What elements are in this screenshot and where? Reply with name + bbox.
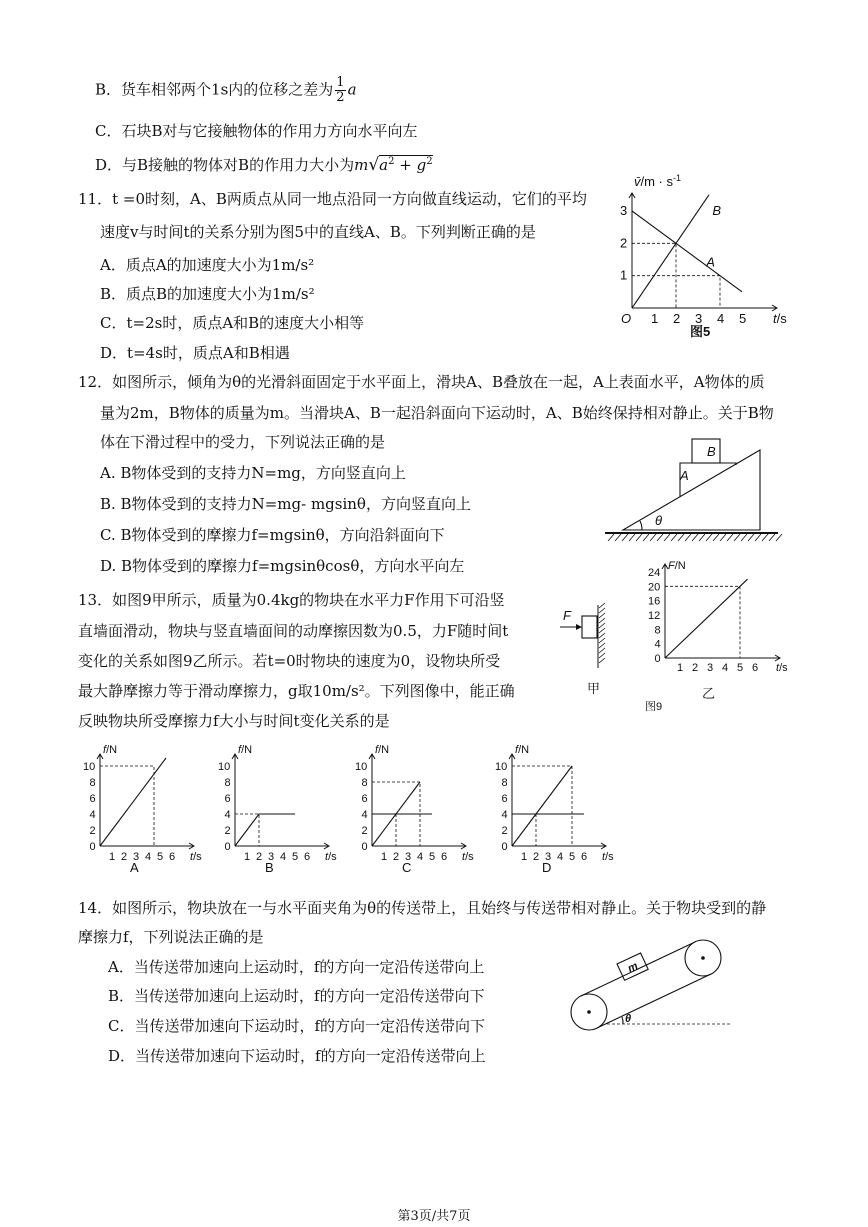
q10-option-d: D．与B接触的物体对B的作用力大小为$m√a^2 + g^2$ (95, 155, 433, 175)
x-tick-label: 2 (673, 311, 681, 326)
figure-9-yi-chart (640, 558, 790, 718)
series-line (235, 814, 295, 846)
q12-stem-line3: 体在下滑过程中的受力，下列说法正确的是 (100, 433, 386, 451)
y-tick-label: 0 (224, 841, 231, 853)
figure-9-jia (555, 600, 615, 700)
x-tick-label: 1 (651, 311, 659, 326)
y-tick-label: 10 (83, 761, 96, 773)
y-axis-label: f/N (238, 744, 253, 756)
x-tick-label: 2 (533, 851, 540, 863)
x-tick-label: 4 (145, 851, 152, 863)
y-tick-label: 10 (495, 761, 508, 773)
option-chart-b (213, 740, 338, 880)
origin-label: O (621, 311, 632, 326)
y-tick-label: 2 (224, 825, 231, 837)
x-tick-label: 6 (581, 851, 588, 863)
formula-sqrt: $m√a^2 + g^2$ (354, 155, 433, 175)
wall-hatch (599, 603, 605, 663)
x-axis-label: t/s (325, 851, 337, 863)
option-label: C (402, 860, 412, 875)
y-tick-label: 4 (654, 638, 661, 651)
q10-option-b: B．货车相邻两个1s内的位移之差为 $\frac{1}{2}$ a (95, 75, 357, 105)
y-tick-label: 20 (648, 581, 661, 594)
x-tick-label: 2 (692, 662, 699, 674)
arrowhead (576, 624, 582, 630)
q11-stem-line1: 11．t =0时刻，A、B两质点从同一地点沿同一方向做直线运动，它们的平均 (78, 190, 587, 208)
q12-option-a: A. B物体受到的支持力N=mg，方向竖直向上 (100, 464, 406, 482)
y-tick-label: 8 (361, 777, 368, 789)
y-axis-label: v̄/m · $s^{-1}$ (634, 173, 682, 189)
label-a: A (680, 468, 689, 483)
q13-stem-line1: 13．如图9甲所示，质量为0.4kg的物块在水平力F作用下可沿竖 (78, 591, 505, 609)
q12-stem-line1: 12．如图所示，倾角为θ的光滑斜面固定于水平面上，滑块A、B叠放在一起，A上表面水平，A物体的质 (78, 373, 765, 391)
x-tick-label: 5 (569, 851, 576, 863)
y-tick-label: 8 (501, 777, 508, 789)
q12-option-b: B. B物体受到的支持力N=mg- mgsinθ，方向竖直向上 (100, 495, 471, 513)
y-tick-label: 12 (648, 610, 661, 622)
label-yi: 乙 (702, 686, 716, 701)
figure-5-label: 图5 (690, 324, 711, 339)
y-tick-label: 4 (89, 809, 96, 821)
x-tick-label: 5 (739, 311, 747, 326)
label-theta: θ (655, 513, 663, 528)
series-line (512, 766, 572, 846)
x-tick-label: 3 (405, 851, 412, 863)
q12-option-d: D. B物体受到的摩擦力f=mgsinθcosθ，方向水平向左 (100, 557, 465, 575)
series-line-F (665, 579, 748, 658)
y-tick-label: 2 (501, 825, 508, 837)
x-tick-label: 6 (304, 851, 311, 863)
q13-stem-line2: 直墙面滑动，物块与竖直墙面间的动摩擦因数为0.5，力F随时间t (78, 622, 509, 640)
f-label: F (563, 608, 571, 623)
option-label: A (130, 860, 139, 875)
y-tick-label: 10 (218, 761, 231, 773)
x-tick-label: 4 (722, 662, 729, 674)
x-axis-label: t/s (190, 851, 202, 863)
guide-dashed (100, 766, 154, 846)
q14-option-d: D．当传送带加速向下运动时，f的方向一定沿传送带向上 (108, 1047, 486, 1065)
y-tick-label: 16 (648, 595, 661, 608)
y-tick-label: 2 (620, 235, 628, 251)
label-b: B (707, 444, 716, 459)
x-tick-label: 1 (677, 662, 684, 674)
y-tick-label: 0 (89, 841, 96, 853)
ground-hatch (608, 534, 782, 541)
q14-option-b: B．当传送带加速向上运动时，f的方向一定沿传送带向下 (108, 987, 485, 1005)
x-tick-label: 3 (695, 311, 703, 326)
y-axis-label: f/N (375, 744, 390, 756)
q13-stem-line5: 反映物块所受摩擦力f大小与时间t变化关系的是 (78, 712, 390, 730)
y-tick-label: 8 (224, 777, 231, 789)
q14-stem-line1: 14．如图所示，物块放在一与水平面夹角为θ的传送带上，且始终与传送带相对静止。关于物块受到的静 (78, 899, 767, 917)
block-b (692, 439, 720, 463)
x-tick-label: 3 (133, 851, 140, 863)
theta-arc (622, 1017, 623, 1024)
y-tick-label: 6 (361, 793, 368, 805)
q12-option-c: C. B物体受到的摩擦力f=mgsinθ，方向沿斜面向下 (100, 526, 445, 544)
incline-figure (600, 435, 785, 545)
x-tick-label: 4 (557, 851, 564, 863)
q11-option-c: C．t=2s时，质点A和B的速度大小相等 (100, 314, 365, 332)
x-tick-label: 3 (545, 851, 552, 863)
y-tick-label: 1 (620, 267, 628, 283)
x-tick-label: 1 (381, 851, 388, 863)
q10-option-c: C．石块B对与它接触物体的作用力方向水平向左 (95, 122, 418, 140)
y-axis-label: f/N (515, 744, 530, 756)
belt-bottom (597, 974, 711, 1028)
x-tick-label: 5 (292, 851, 299, 863)
y-tick-label: 2 (89, 825, 96, 837)
option-chart-d (490, 740, 615, 880)
series-label-B: B (712, 203, 722, 218)
q11-option-b: B．质点B的加速度大小为1m/s² (100, 285, 315, 303)
y-tick-label: 8 (654, 624, 661, 637)
q14-option-c: C．当传送带加速向下运动时，f的方向一定沿传送带向下 (108, 1017, 486, 1035)
block (582, 616, 597, 638)
x-tick-label: 4 (417, 851, 424, 863)
q11-option-d: D．t=4s时，质点A和B相遇 (100, 344, 290, 362)
x-tick-label: 3 (268, 851, 275, 863)
q11-option-a: A．质点A的加速度大小为1m/s² (100, 256, 315, 274)
x-tick-label: 5 (157, 851, 164, 863)
q14-option-a: A．当传送带加速向上运动时，f的方向一定沿传送带向上 (108, 958, 485, 976)
page-footer: 第3页/共7页 (397, 1209, 471, 1224)
option-label: D (542, 860, 552, 875)
option-label: B (265, 860, 274, 875)
y-tick-label: 6 (501, 793, 508, 805)
x-tick-label: 6 (441, 851, 448, 863)
y-tick-label: 4 (501, 809, 508, 821)
x-tick-label: 6 (169, 851, 176, 863)
figure-9-label: 图9 (645, 701, 663, 713)
series-line (100, 758, 166, 846)
y-tick-label: 0 (361, 841, 368, 853)
label-jia: 甲 (587, 681, 601, 696)
x-axis-label: t/s (462, 851, 474, 863)
x-tick-label: 1 (109, 851, 116, 863)
x-tick-label: 5 (737, 662, 744, 674)
series-line-A (632, 211, 742, 292)
fraction-half: $\frac{1}{2}$ (336, 75, 345, 105)
q14-stem-line2: 摩擦力f，下列说法正确的是 (78, 928, 264, 946)
y-tick-label: 0 (654, 653, 661, 665)
y-tick-label: 3 (620, 203, 628, 218)
theta-arc (640, 521, 642, 530)
y-tick-label: 4 (361, 809, 368, 821)
conveyor-figure (565, 930, 745, 1040)
option-chart-c (350, 740, 475, 880)
x-tick-label: 4 (717, 311, 725, 326)
q12-stem-line2: 量为2m，B物体的质量为m。当滑块A、B一起沿斜面向下运动时，A、B始终保持相对静止。关于B物 (100, 404, 774, 422)
option-chart-a (78, 740, 203, 880)
y-tick-label: 10 (355, 761, 368, 773)
y-axis-label: F/N (668, 560, 686, 572)
series-label-A: A (706, 254, 715, 270)
x-tick-label: 2 (393, 851, 400, 863)
x-tick-label: 2 (121, 851, 128, 863)
label-theta: θ (625, 1013, 632, 1025)
y-tick-label: 4 (224, 809, 231, 821)
q13-stem-line3: 变化的关系如图9乙所示。若t=0时物块的速度为0，设物块所受 (78, 652, 501, 670)
x-tick-label: 4 (280, 851, 287, 863)
x-tick-label: 3 (707, 662, 714, 674)
y-tick-label: 6 (224, 793, 231, 805)
y-tick-label: 2 (361, 825, 368, 837)
x-tick-label: 6 (752, 662, 759, 674)
x-axis-label: t/s (776, 662, 788, 674)
q11-stem-line2: 速度v与时间t的关系分别为图5中的直线A、B。下列判断正确的是 (100, 223, 536, 241)
x-axis-label: t/s (602, 851, 614, 863)
y-tick-label: 24 (648, 567, 661, 579)
q13-stem-line4: 最大静摩擦力等于滑动摩擦力，g取10m/s²。下列图像中，能正确 (78, 682, 515, 700)
y-axis-label: f/N (103, 744, 118, 756)
x-axis-label: t/s (773, 311, 787, 326)
y-tick-label: 6 (89, 793, 96, 805)
x-tick-label: 1 (521, 851, 528, 863)
series-line-B (632, 195, 709, 308)
x-tick-label: 2 (256, 851, 263, 863)
x-tick-label: 5 (429, 851, 436, 863)
figure-5-chart (600, 168, 790, 343)
label-m: m (625, 960, 640, 976)
y-tick-label: 0 (501, 841, 508, 853)
y-tick-label: 8 (89, 777, 96, 789)
x-tick-label: 1 (244, 851, 251, 863)
